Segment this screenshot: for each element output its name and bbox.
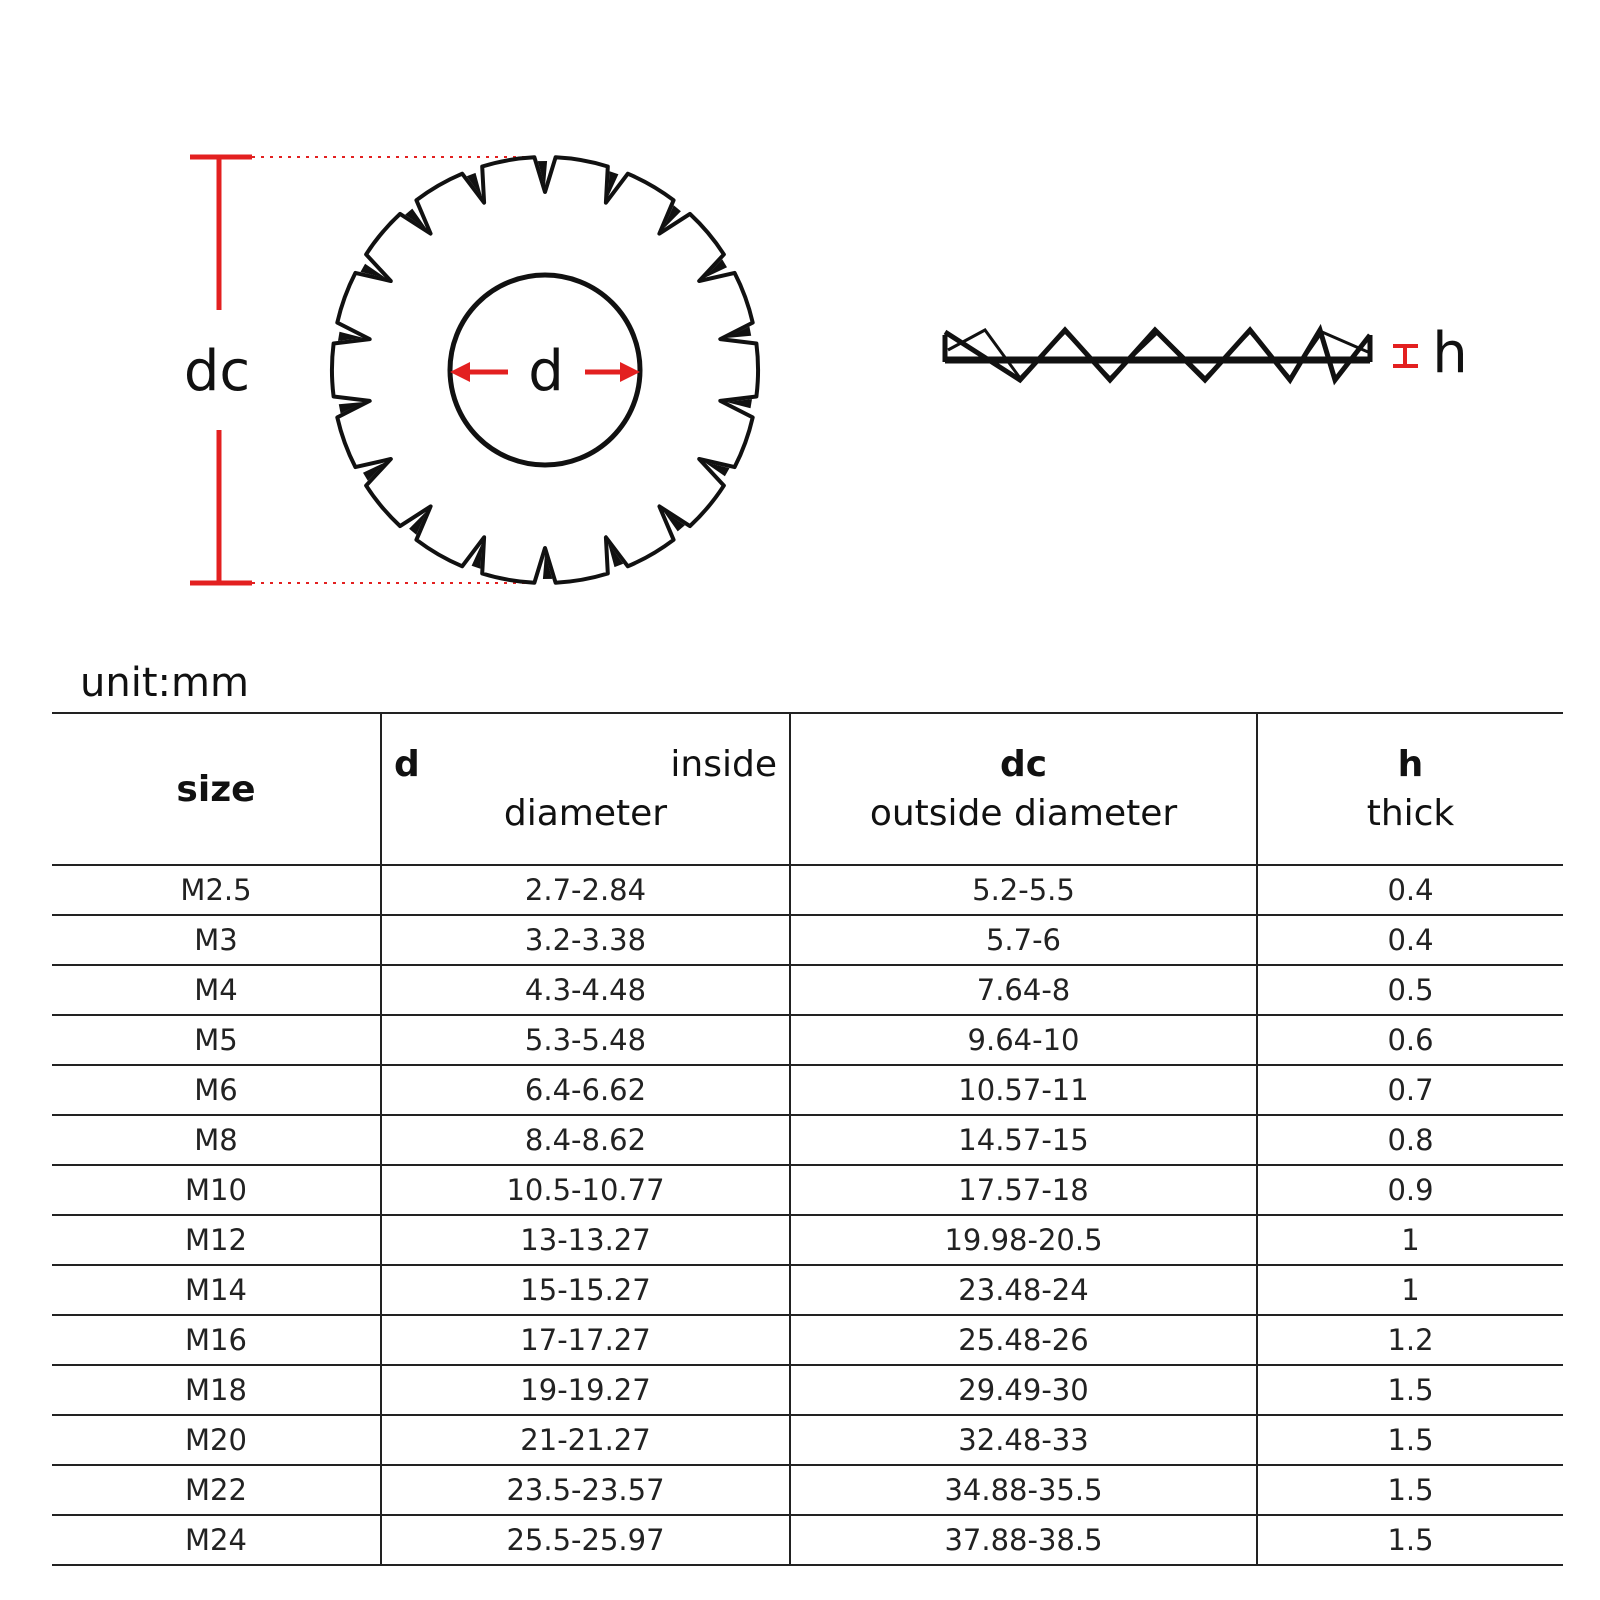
cell-size: M2.5	[52, 865, 381, 915]
dc-label: dc	[183, 339, 251, 404]
cell-size: M16	[52, 1315, 381, 1365]
cell-h: 0.4	[1257, 865, 1563, 915]
cell-dc: 10.57-11	[790, 1065, 1257, 1115]
cell-h: 1	[1257, 1265, 1563, 1315]
header-dc	[790, 713, 1257, 865]
cell-h: 0.5	[1257, 965, 1563, 1015]
cell-size: M10	[52, 1165, 381, 1215]
cell-d: 2.7-2.84	[381, 865, 790, 915]
cell-d: 25.5-25.97	[381, 1515, 790, 1565]
table-row	[52, 1415, 1563, 1465]
table-row	[52, 865, 1563, 915]
table-row	[52, 915, 1563, 965]
cell-d: 15-15.27	[381, 1265, 790, 1315]
table-row	[52, 1165, 1563, 1215]
unit-label: unit:mm	[80, 660, 249, 706]
cell-d: 3.2-3.38	[381, 915, 790, 965]
d-label: d	[528, 339, 564, 404]
cell-d: 19-19.27	[381, 1365, 790, 1415]
cell-h: 1.5	[1257, 1465, 1563, 1515]
cell-size: M3	[52, 915, 381, 965]
cell-h: 1.2	[1257, 1315, 1563, 1365]
table-row	[52, 1315, 1563, 1365]
cell-d: 8.4-8.62	[381, 1115, 790, 1165]
h-label: h	[1432, 321, 1468, 386]
cell-size: M18	[52, 1365, 381, 1415]
cell-h: 1.5	[1257, 1365, 1563, 1415]
table-row	[52, 1115, 1563, 1165]
cell-dc: 25.48-26	[790, 1315, 1257, 1365]
cell-dc: 32.48-33	[790, 1415, 1257, 1465]
cell-dc: 29.49-30	[790, 1365, 1257, 1415]
cell-size: M6	[52, 1065, 381, 1115]
cell-size: M5	[52, 1015, 381, 1065]
header-d-desc-2: diameter	[503, 793, 668, 834]
table-row	[52, 1215, 1563, 1265]
cell-dc: 17.57-18	[790, 1165, 1257, 1215]
cell-size: M14	[52, 1265, 381, 1315]
cell-d: 4.3-4.48	[381, 965, 790, 1015]
header-d	[381, 713, 790, 865]
h-dimension	[1393, 346, 1418, 366]
cell-dc: 37.88-38.5	[790, 1515, 1257, 1565]
table-row	[52, 965, 1563, 1015]
cell-dc: 7.64-8	[790, 965, 1257, 1015]
cell-d: 21-21.27	[381, 1415, 790, 1465]
cell-dc: 34.88-35.5	[790, 1465, 1257, 1515]
cell-h: 0.8	[1257, 1115, 1563, 1165]
cell-h: 0.9	[1257, 1165, 1563, 1215]
cell-h: 0.6	[1257, 1015, 1563, 1065]
cell-h: 0.7	[1257, 1065, 1563, 1115]
cell-size: M22	[52, 1465, 381, 1515]
cell-dc: 5.7-6	[790, 915, 1257, 965]
cell-d: 6.4-6.62	[381, 1065, 790, 1115]
table-row	[52, 1515, 1563, 1565]
cell-size: M12	[52, 1215, 381, 1265]
cell-d: 5.3-5.48	[381, 1015, 790, 1065]
header-d-symbol: d	[394, 744, 420, 785]
cell-h: 0.4	[1257, 915, 1563, 965]
table-row	[52, 1015, 1563, 1065]
cell-h: 1.5	[1257, 1515, 1563, 1565]
cell-size: M8	[52, 1115, 381, 1165]
cell-d: 13-13.27	[381, 1215, 790, 1265]
cell-h: 1	[1257, 1215, 1563, 1265]
washer-diagram	[0, 0, 1600, 640]
table-row	[52, 1465, 1563, 1515]
washer-side-view	[945, 330, 1370, 380]
table-row	[52, 1065, 1563, 1115]
cell-d: 10.5-10.77	[381, 1165, 790, 1215]
table-header-row	[52, 713, 1563, 865]
cell-size: M4	[52, 965, 381, 1015]
cell-size: M24	[52, 1515, 381, 1565]
spec-table	[52, 712, 1563, 1566]
cell-d: 17-17.27	[381, 1315, 790, 1365]
cell-size: M20	[52, 1415, 381, 1465]
header-h	[1257, 713, 1563, 865]
cell-dc: 9.64-10	[790, 1015, 1257, 1065]
cell-dc: 14.57-15	[790, 1115, 1257, 1165]
header-dc-symbol: dc	[999, 744, 1048, 785]
cell-d: 23.5-23.57	[381, 1465, 790, 1515]
header-dc-desc: outside diameter	[869, 793, 1178, 834]
header-size: size	[52, 713, 381, 865]
header-d-desc-1: inside	[670, 744, 777, 785]
cell-dc: 23.48-24	[790, 1265, 1257, 1315]
header-h-desc: thick	[1366, 793, 1455, 834]
cell-h: 1.5	[1257, 1415, 1563, 1465]
cell-dc: 19.98-20.5	[790, 1215, 1257, 1265]
header-h-symbol: h	[1397, 744, 1424, 785]
table-row	[52, 1265, 1563, 1315]
table-row	[52, 1365, 1563, 1415]
cell-dc: 5.2-5.5	[790, 865, 1257, 915]
